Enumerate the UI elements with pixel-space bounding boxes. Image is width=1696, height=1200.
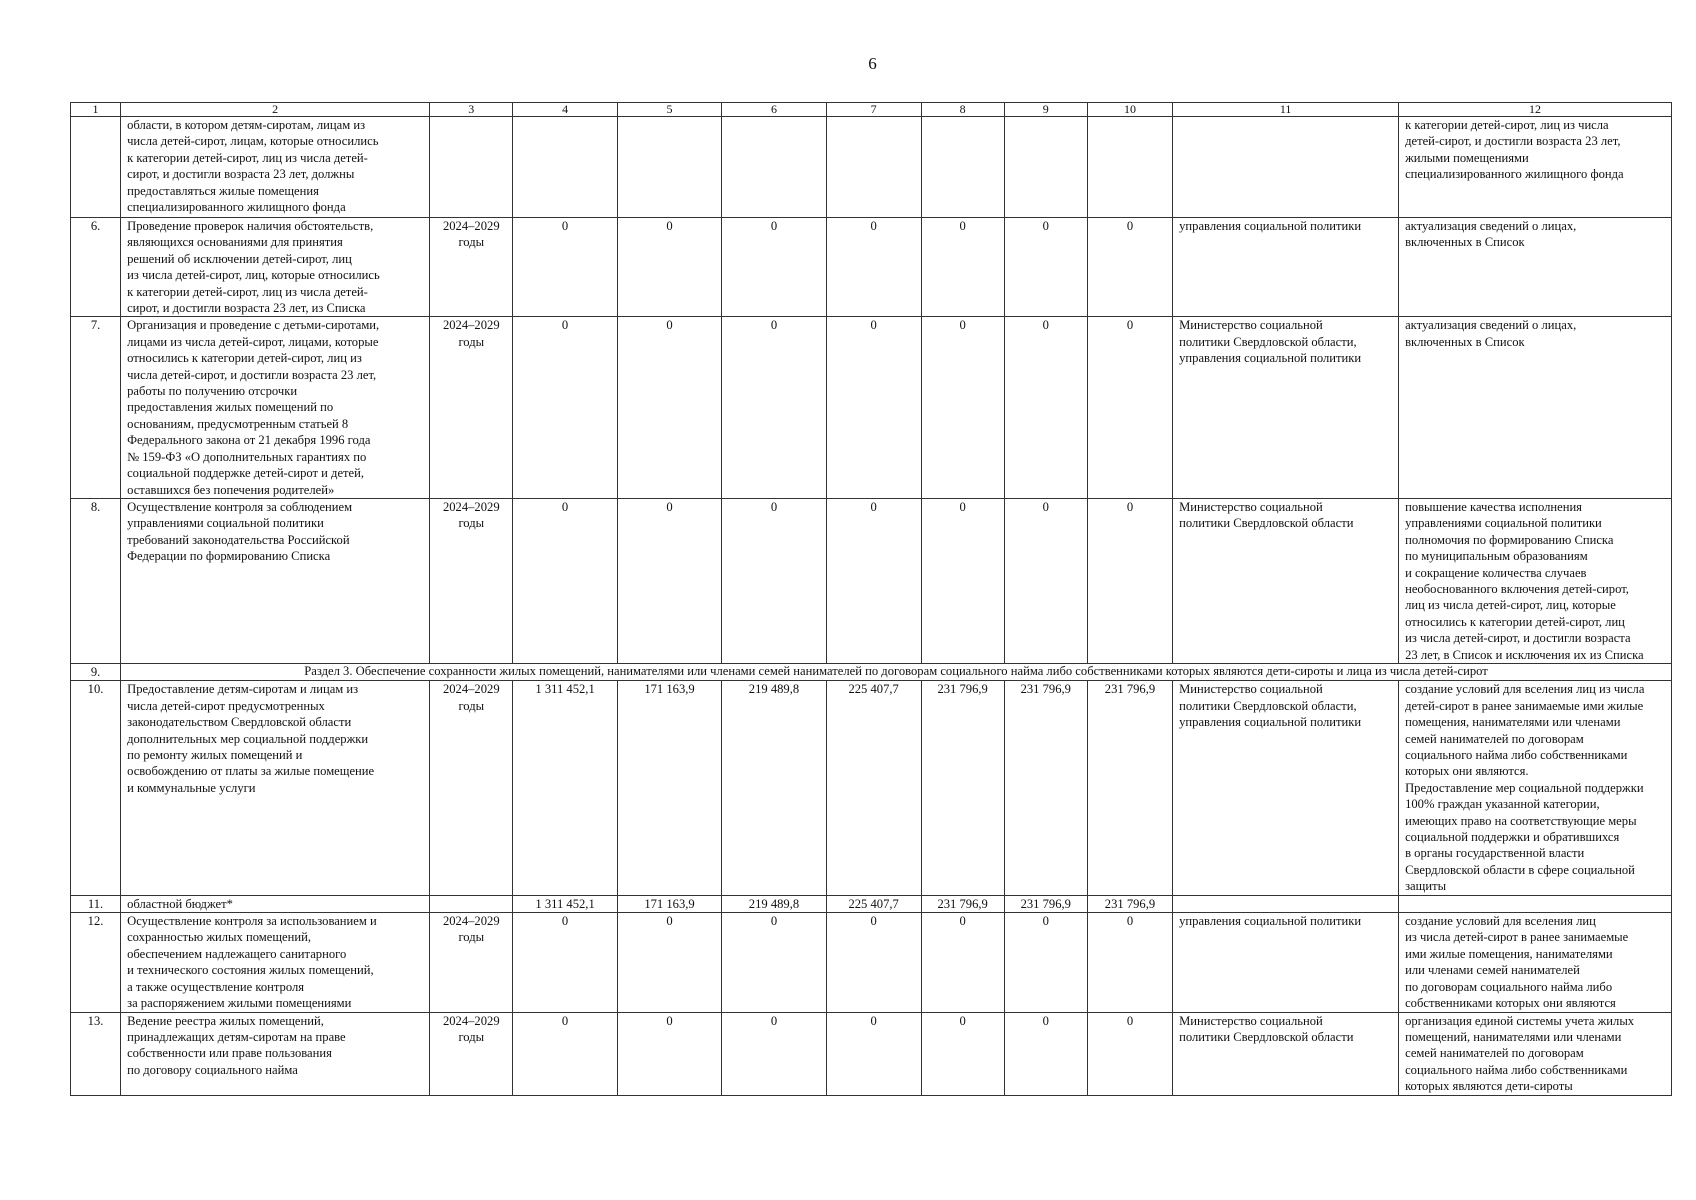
text-line: Предоставление детям-сиротам и лицам из [127,682,359,697]
responsible-executor [1173,1012,1399,1095]
text-line: 231 796,9 [1020,896,1071,911]
text-line: лицами из числа детей-сирот, лицами, которые [127,334,379,349]
text-line: оставшихся без попечения родителей» [127,482,335,497]
row-number [71,117,121,218]
text-line: лиц из числа детей-сирот, лиц, которые [1405,598,1616,613]
text-line: 0 [561,219,569,233]
text-line: социального найма либо собственниками [1405,748,1628,762]
column-header: 10 [1087,103,1172,117]
expected-result [1399,895,1672,912]
column-header: 6 [722,103,826,117]
text-line: по договору социального найма [127,1062,298,1077]
text-line: Проведение проверок наличия обстоятельств, [127,219,374,233]
text-line: 0 [870,914,877,929]
amount-2027 [826,317,921,498]
column-header: 3 [430,103,513,117]
text-line: за распоряжением жилыми помещениями [127,996,352,1011]
total-amount [513,681,617,895]
text-line: семей нанимателей по договорам [1405,731,1584,746]
amount-2028 [921,218,1004,317]
text-line: законодательством Свердловской области [127,715,352,730]
text-line: решений об исключении детей-сирот, лиц [127,251,352,266]
text-line: 231 796,9 [1104,896,1156,911]
text-line: 2024–2029 [442,914,500,929]
amount-2025 [617,317,721,498]
text-line: № 159-ФЗ «О дополнительных гарантиях по [127,449,367,464]
responsible-executor [1173,681,1399,895]
text-line: Министерство социальной [1179,318,1323,333]
text-line: управления социальной политики [1179,219,1362,233]
text-line: управления социальной политики [1179,351,1362,366]
amount-2028 [921,895,1004,912]
text-line: 0 [1126,499,1134,514]
text-line: включенных в Список [1405,235,1525,250]
text-line: обеспечением надлежащего санитарного [127,946,347,961]
amount-2028 [921,117,1004,218]
column-header: 8 [921,103,1004,117]
text-line: 0 [870,219,877,233]
total-amount [513,117,617,218]
activity-description [121,1012,430,1095]
row-number: 11. [71,895,121,912]
text-line: требований законодательства Российской [127,532,350,547]
amount-2027 [826,681,921,895]
amount-2029 [1004,913,1087,1012]
amount-2029b [1087,498,1172,663]
text-line: годы [458,1029,485,1044]
expected-result [1399,218,1672,317]
text-line: создание условий для вселения лиц из числа [1405,682,1645,697]
text-line: относились к категории детей-сирот, лиц из [127,351,362,366]
activity-description [121,218,430,317]
activity-description [121,895,430,912]
expected-result [1399,317,1672,498]
text-line: 225 407,7 [848,682,899,697]
column-header: 1 [71,103,121,117]
text-line: детей-сирот в ранее занимаемые ими жилые [1405,698,1644,713]
text-line: в органы государственной власти [1405,846,1585,861]
text-line: 231 796,9 [937,896,988,911]
text-line: 0 [666,499,673,514]
text-line: 0 [666,914,673,929]
text-line: Осуществление контроля за соблюдением [127,499,353,514]
text-line: Министерство социальной [1179,499,1323,514]
text-line: относились к категории детей-сирот, лиц [1405,614,1625,629]
row-number: 8. [71,498,121,663]
text-line: социального найма либо собственниками [1405,1062,1628,1077]
text-line: Федерации по формированию Списка [127,549,331,564]
column-header: 5 [617,103,721,117]
amount-2025 [617,117,721,218]
text-line: имеющих право на соответствующие меры [1405,813,1637,828]
text-line: полномочия по формированию Списка [1405,532,1614,547]
section-row [71,663,1672,680]
amount-2029 [1004,1012,1087,1095]
text-line: сохранностью жилых помещений, [127,930,311,945]
text-line: 231 796,9 [1104,682,1156,697]
amount-2029 [1004,117,1087,218]
text-line: защиты [1405,879,1447,894]
total-amount [513,317,617,498]
text-line: управлениями социальной политики [1405,516,1602,531]
text-line: 0 [561,318,569,333]
text-line: и коммунальные услуги [127,780,256,795]
amount-2028 [921,1012,1004,1095]
text-line: специализированного жилищного фонда [127,200,346,215]
text-line: Организация и проведение с детьми-сиротами, [127,318,380,333]
text-line: 0 [770,318,778,333]
text-line: к категории детей-сирот, лиц из числа [1405,118,1609,132]
text-line: 0 [561,499,569,514]
implementation-period [430,681,513,895]
amount-2028 [921,317,1004,498]
text-line: годы [458,235,485,250]
implementation-period [430,895,513,912]
text-line: освобождению от платы за жилые помещение [127,764,375,779]
text-line: Ведение реестра жилых помещений, [127,1013,324,1028]
column-header: 11 [1173,103,1399,117]
amount-2025 [617,895,721,912]
text-line: управлениями социальной политики [127,516,324,531]
text-line: предоставления жилых помещений по [127,400,334,415]
text-line: числа детей-сирот предусмотренных [127,698,325,713]
amount-2029b [1087,317,1172,498]
activity-description [121,117,430,218]
text-line: по ремонту жилых помещений и [127,748,303,762]
table-row [71,498,1672,663]
text-line: 231 796,9 [937,682,988,697]
text-line: 171 163,9 [644,896,695,911]
table-row [71,913,1672,1012]
text-line: которых являются дети-сироты [1405,1079,1573,1094]
table-row [71,681,1672,895]
amount-2025 [617,681,721,895]
amount-2025 [617,218,721,317]
amount-2025 [617,913,721,1012]
amount-2028 [921,681,1004,895]
text-line: 0 [870,318,877,333]
text-line: которых они являются. [1405,764,1529,779]
column-header: 7 [826,103,921,117]
text-line: собственниками которых они являются [1405,996,1616,1011]
table-row [71,218,1672,317]
text-line: Осуществление контроля за использованием и [127,914,377,929]
text-line: дополнительных мер социальной поддержки [127,731,369,746]
column-header-row [71,103,1672,117]
amount-2026 [722,317,826,498]
text-line: жилыми помещениями [1405,150,1529,165]
text-line: по муниципальным образованиям [1405,549,1588,564]
row-number: 12. [71,913,121,1012]
text-line: 23 лет, в Список и исключения их из Списка [1405,647,1644,662]
text-line: управления социальной политики [1179,914,1362,929]
text-line: актуализация сведений о лицах, [1405,219,1577,233]
text-line: 2024–2029 [442,219,500,233]
amount-2026 [722,218,826,317]
text-line: создание условий для вселения лиц [1405,914,1596,929]
text-line: социальной поддержки и обратившихся [1405,830,1620,845]
text-line: социальной поддержке детей-сирот и детей, [127,466,365,481]
column-header: 12 [1399,103,1672,117]
text-line: 0 [959,318,966,333]
text-line: а также осуществление контроля [127,979,305,994]
text-line: 0 [1126,1013,1134,1028]
text-line: к категории детей-сирот, лиц из числа детей- [127,150,368,165]
amount-2027 [826,913,921,1012]
activity-description [121,317,430,498]
text-line: 0 [666,219,673,233]
text-line: и технического состояния жилых помещений, [127,963,374,978]
total-amount [513,498,617,663]
text-line: сирот, и достигли возраста 23 лет, из Списка [127,301,366,316]
implementation-period [430,1012,513,1095]
text-line: 2024–2029 [442,318,500,333]
responsible-executor [1173,498,1399,663]
responsible-executor [1173,895,1399,912]
amount-2026 [722,498,826,663]
amount-2029 [1004,895,1087,912]
text-line: 219 489,8 [748,896,800,911]
text-line: основаниям, предусмотренным статьей 8 [127,416,349,431]
text-line: из числа детей-сирот, лиц, которые относились [127,268,380,283]
text-line: принадлежащих детям-сиротам на праве [127,1029,346,1044]
row-number: 9. [71,663,121,680]
amount-2026 [722,117,826,218]
amount-2029 [1004,317,1087,498]
amount-2029 [1004,498,1087,663]
expected-result [1399,1012,1672,1095]
text-line: из числа детей-сирот в ранее занимаемые [1405,930,1629,945]
text-line: числа детей-сирот, и достигли возраста 23 лет, [127,367,377,382]
text-line: годы [458,334,485,349]
activity-description [121,498,430,663]
text-line: 0 [870,499,877,514]
text-line: Свердловской области в сфере социальной [1405,862,1635,877]
text-line: 0 [666,1013,673,1028]
row-number: 13. [71,1012,121,1095]
text-line: организация единой системы учета жилых [1405,1013,1635,1028]
text-line: 0 [1126,914,1134,929]
text-line: необоснованного включения детей-сирот, [1405,581,1629,596]
amount-2029b [1087,681,1172,895]
text-line: 1 311 452,1 [535,896,595,911]
responsible-executor [1173,117,1399,218]
text-line: работы по получению отсрочки [127,384,298,399]
text-line: 0 [1042,318,1049,333]
text-line: актуализация сведений о лицах, [1405,318,1577,333]
row-number: 10. [71,681,121,895]
amount-2027 [826,498,921,663]
text-line: управления социальной политики [1179,715,1362,730]
amount-2025 [617,498,721,663]
amount-2026 [722,681,826,895]
text-line: повышение качества исполнения [1405,499,1582,514]
text-line: помещения, нанимателями или членами [1405,715,1621,730]
text-line: 0 [1126,219,1134,233]
text-line: 0 [561,914,569,929]
text-line: 0 [770,219,778,233]
amount-2029b [1087,913,1172,1012]
responsible-executor [1173,913,1399,1012]
text-line: области, в котором детям-сиротам, лицам из [127,118,366,132]
amount-2029b [1087,218,1172,317]
text-line: 0 [770,1013,778,1028]
text-line: политики Свердловской области [1179,516,1354,531]
text-line: являющихся основаниями для принятия [127,235,343,250]
text-line: 2024–2029 [442,499,500,514]
amount-2029b [1087,895,1172,912]
expected-result [1399,913,1672,1012]
row-number: 7. [71,317,121,498]
text-line: включенных в Список [1405,334,1525,349]
text-line: и сокращение количества случаев [1405,565,1587,580]
text-line: годы [458,516,485,531]
amount-2029 [1004,681,1087,895]
table-row [71,117,1672,218]
column-header: 2 [121,103,430,117]
amount-2028 [921,913,1004,1012]
text-line: 0 [959,914,966,929]
text-line: семей нанимателей по договорам [1405,1046,1584,1061]
text-line: собственности или праве пользования [127,1046,332,1061]
amount-2026 [722,1012,826,1095]
amount-2027 [826,1012,921,1095]
text-line: 0 [1042,499,1049,514]
text-line: Предоставление мер социальной поддержки [1405,780,1644,795]
text-line: 219 489,8 [748,682,800,697]
expected-result [1399,117,1672,218]
implementation-period [430,498,513,663]
text-line: 0 [770,914,778,929]
amount-2029b [1087,1012,1172,1095]
amount-2025 [617,1012,721,1095]
text-line: 171 163,9 [644,682,695,697]
text-line: по договорам социального найма либо [1405,979,1613,994]
total-amount [513,913,617,1012]
text-line: помещений, нанимателями или членами [1405,1029,1622,1044]
text-line: или членами семей нанимателей [1405,963,1580,978]
text-line: 225 407,7 [848,896,899,911]
text-line: 0 [870,1013,877,1028]
text-line: годы [458,930,485,945]
text-line: детей-сирот, и достигли возраста 23 лет, [1405,134,1621,149]
text-line: областной бюджет* [127,896,233,911]
text-line: 0 [666,318,673,333]
table-row [71,895,1672,912]
text-line: 0 [959,499,966,514]
implementation-period [430,913,513,1012]
amount-2027 [826,218,921,317]
text-line: 0 [959,219,966,233]
text-line: ими жилые помещения, нанимателями [1405,946,1613,961]
text-line: Федерального закона от 21 декабря 1996 года [127,433,371,448]
implementation-period [430,117,513,218]
implementation-period [430,317,513,498]
text-line: 2024–2029 [442,1013,500,1028]
column-header: 9 [1004,103,1087,117]
total-amount [513,218,617,317]
text-line: 2024–2029 [442,682,500,697]
page-number: 6 [868,54,877,73]
activity-description [121,913,430,1012]
text-line: Министерство социальной [1179,682,1323,697]
table-row [71,317,1672,498]
text-line: 1 311 452,1 [535,682,595,697]
expected-result [1399,498,1672,663]
program-table [70,102,1672,1096]
amount-2028 [921,498,1004,663]
text-line: 231 796,9 [1020,682,1071,697]
text-line: числа детей-сирот, лицам, которые относились [127,134,379,149]
text-line: политики Свердловской области, [1179,698,1357,713]
row-number: 6. [71,218,121,317]
text-line: Министерство социальной [1179,1013,1323,1028]
text-line: 0 [1126,318,1134,333]
text-line: 0 [1042,914,1049,929]
table-row [71,1012,1672,1095]
text-line: из числа детей-сирот, и достигли возраста [1405,631,1631,646]
amount-2026 [722,895,826,912]
text-line: 0 [1042,1013,1049,1028]
amount-2027 [826,117,921,218]
total-amount [513,1012,617,1095]
text-line: 0 [561,1013,569,1028]
text-line: политики Свердловской области [1179,1029,1354,1044]
text-line: 0 [770,499,778,514]
amount-2029b [1087,117,1172,218]
implementation-period [430,218,513,317]
responsible-executor [1173,218,1399,317]
amount-2027 [826,895,921,912]
text-line: политики Свердловской области, [1179,334,1357,349]
total-amount [513,895,617,912]
text-line: к категории детей-сирот, лиц из числа детей- [127,284,368,299]
text-line: предоставляться жилые помещения [127,183,319,198]
section-heading: Раздел 3. Обеспечение сохранности жилых помещений, нанимателями или членами семей нанимателей по договорам социального найма либо собственниками которых являются дети-сироты и лица из числа детей-сирот [121,663,1672,680]
text-line: сирот, и достигли возраста 23 лет, должны [127,167,355,182]
text-line: специализированного жилищного фонда [1405,167,1624,182]
activity-description [121,681,430,895]
text-line: годы [458,698,485,713]
text-line: 0 [1042,219,1049,233]
text-line: 0 [959,1013,966,1028]
expected-result [1399,681,1672,895]
responsible-executor [1173,317,1399,498]
text-line: 100% граждан указанной категории, [1405,797,1600,812]
amount-2029 [1004,218,1087,317]
amount-2026 [722,913,826,1012]
column-header: 4 [513,103,617,117]
